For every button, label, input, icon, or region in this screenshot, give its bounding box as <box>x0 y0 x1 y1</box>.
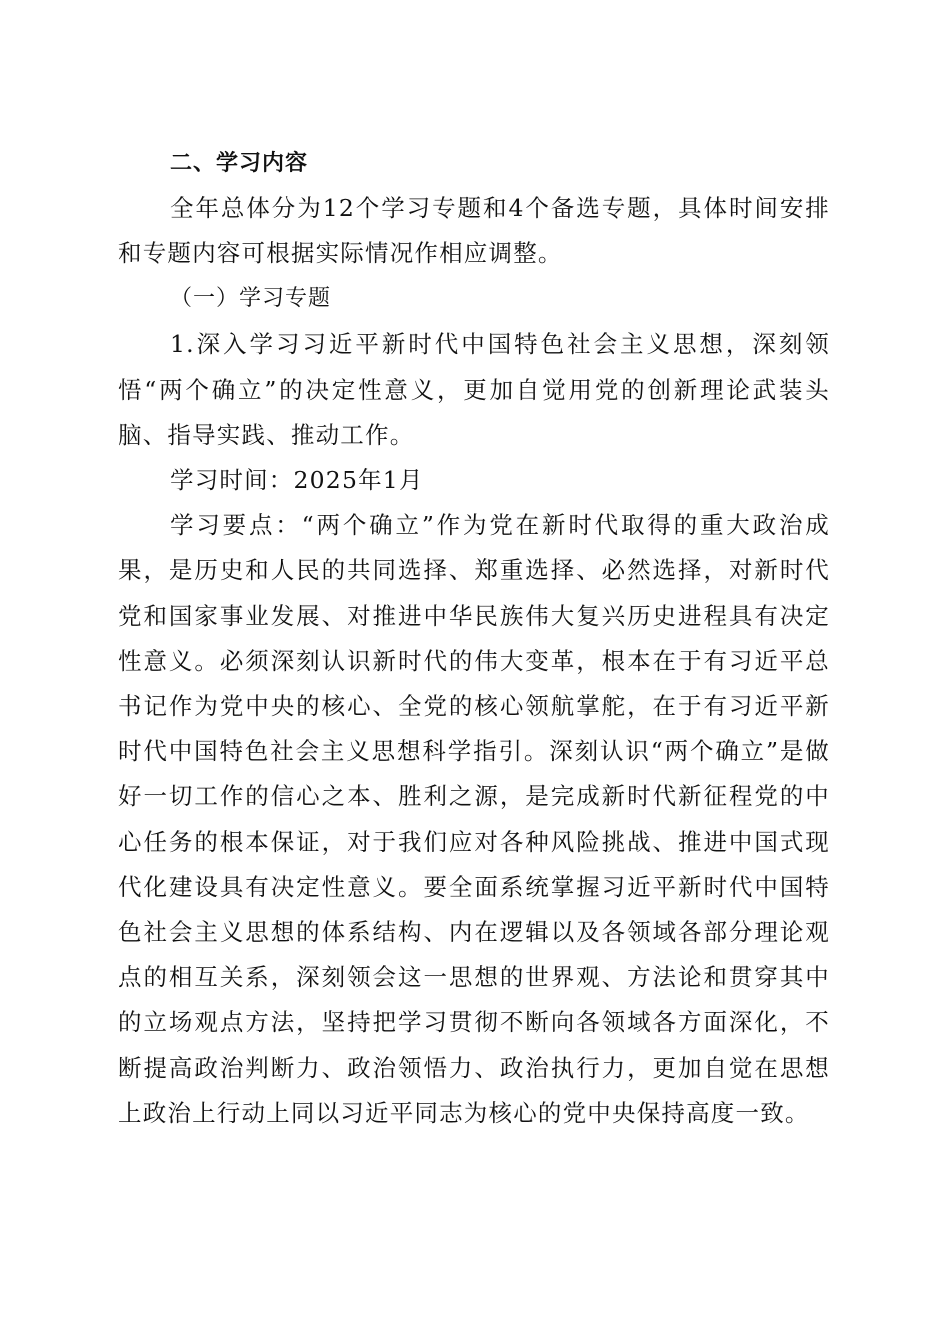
subsection-heading: （一）学习专题 <box>170 286 332 312</box>
document-body <box>118 142 830 1136</box>
topic-1-key-points: 学习要点：“两个确立”作为党在新时代取得的重大政治成果，是历史和人民的共同选择、郑重选择、必然选择，对新时代党和国家事业发展、对推进中华民族伟大复兴历史进程具有决定性意义。必须深刻认识新时代的伟大变革，根本在于有习近平总书记作为党中央的核心、全党的核心领航掌舵，在于有习近平新时代中国特色社会主义思想科学指引。深刻认识“两个确立”是做好一切工作的信心之本、胜利之源，是完成新时代新征程党的中心任务的根本保证，对于我们应对各种风险挑战、推进中国式现代化建设具有决定性意义。要全面系统掌握习近平新时代中国特色社会主义思想的体系结构、内在逻辑以及各领域各部分理论观点的相互关系，深刻领会这一思想的世界观、方法论和贯穿其中的立场观点方法，坚持把学习贯彻不断向各领域各方面深化，不断提高政治判断力、政治领悟力、政治执行力，更加自觉在思想上政治上行动上同以习近平同志为核心的党中央保持高度一致。 <box>118 511 830 1127</box>
topic-1-time: 学习时间：2025年1月 <box>170 466 424 495</box>
section-heading: 二、学习内容 <box>170 151 309 176</box>
intro-paragraph: 全年总体分为12个学习专题和4个备选专题，具体时间安排和专题内容可根据实际情况作相应调整。 <box>118 194 830 268</box>
topic-1-title: 1.深入学习习近平新时代中国特色社会主义思想，深刻领悟“两个确立”的决定性意义，更加自觉用党的创新理论武装头脑、指导实践、推动工作。 <box>118 330 830 449</box>
